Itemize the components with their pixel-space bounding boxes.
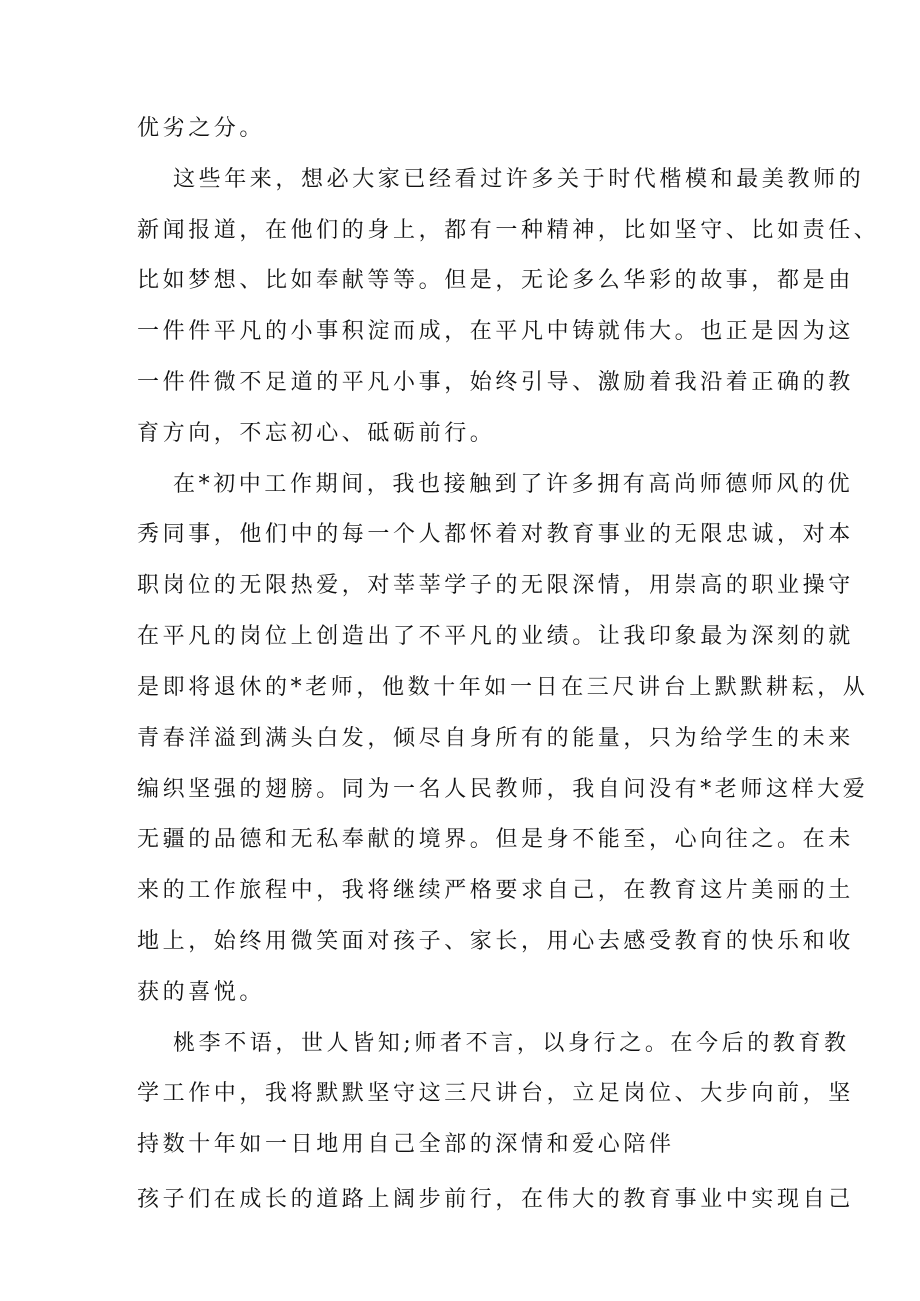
- text-line: 学工作中，我将默默坚守这三尺讲台，立足岗位、大步向前，坚: [137, 1081, 854, 1106]
- text-line: 职岗位的无限热爱，对莘莘学子的无限深情，用崇高的职业操守: [137, 573, 854, 598]
- text-line: 在*初中工作期间，我也接触到了许多拥有高尚师德师风的优: [173, 472, 854, 497]
- text-line: 是即将退休的*老师，他数十年如一日在三尺讲台上默默耕耘，从: [137, 675, 869, 700]
- text-line: 比如梦想、比如奉献等等。但是，无论多么华彩的故事，都是由: [137, 268, 854, 293]
- text-line: 来的工作旅程中，我将继续严格要求自己，在教育这片美丽的土: [137, 878, 854, 903]
- text-line: 新闻报道，在他们的身上，都有一种精神，比如坚守、比如责任、: [137, 218, 880, 243]
- text-line: 孩子们在成长的道路上阔步前行，在伟大的教育事业中实现自己: [137, 1187, 854, 1212]
- text-line: 无疆的品德和无私奉献的境界。但是身不能至，心向往之。在未: [137, 827, 854, 852]
- text-line: 持数十年如一日地用自己全部的深情和爱心陪伴: [137, 1132, 675, 1157]
- text-line: 育方向，不忘初心、砥砺前行。: [137, 421, 496, 446]
- text-line: 优劣之分。: [137, 116, 266, 141]
- text-line: 桃李不语，世人皆知;师者不言，以身行之。在今后的教育教: [173, 1031, 850, 1056]
- text-line: 地上，始终用微笑面对孩子、家长，用心去感受教育的快乐和收: [137, 929, 854, 954]
- text-line: 在平凡的岗位上创造出了不平凡的业绩。让我印象最为深刻的就: [137, 624, 854, 649]
- text-line: 获的喜悦。: [137, 980, 266, 1005]
- text-line: 秀同事，他们中的每一个人都怀着对教育事业的无限忠诚，对本: [137, 522, 854, 547]
- text-line: 青春洋溢到满头白发，倾尽自身所有的能量，只为给学生的未来: [137, 726, 854, 751]
- text-line: 这些年来，想必大家已经看过许多关于时代楷模和最美教师的: [173, 167, 865, 192]
- text-line: 一件件微不足道的平凡小事，始终引导、激励着我沿着正确的教: [137, 370, 854, 395]
- text-line: 一件件平凡的小事积淀而成，在平凡中铸就伟大。也正是因为这: [137, 319, 854, 344]
- text-line: 编织坚强的翅膀。同为一名人民教师，我自问没有*老师这样大爱: [137, 777, 869, 802]
